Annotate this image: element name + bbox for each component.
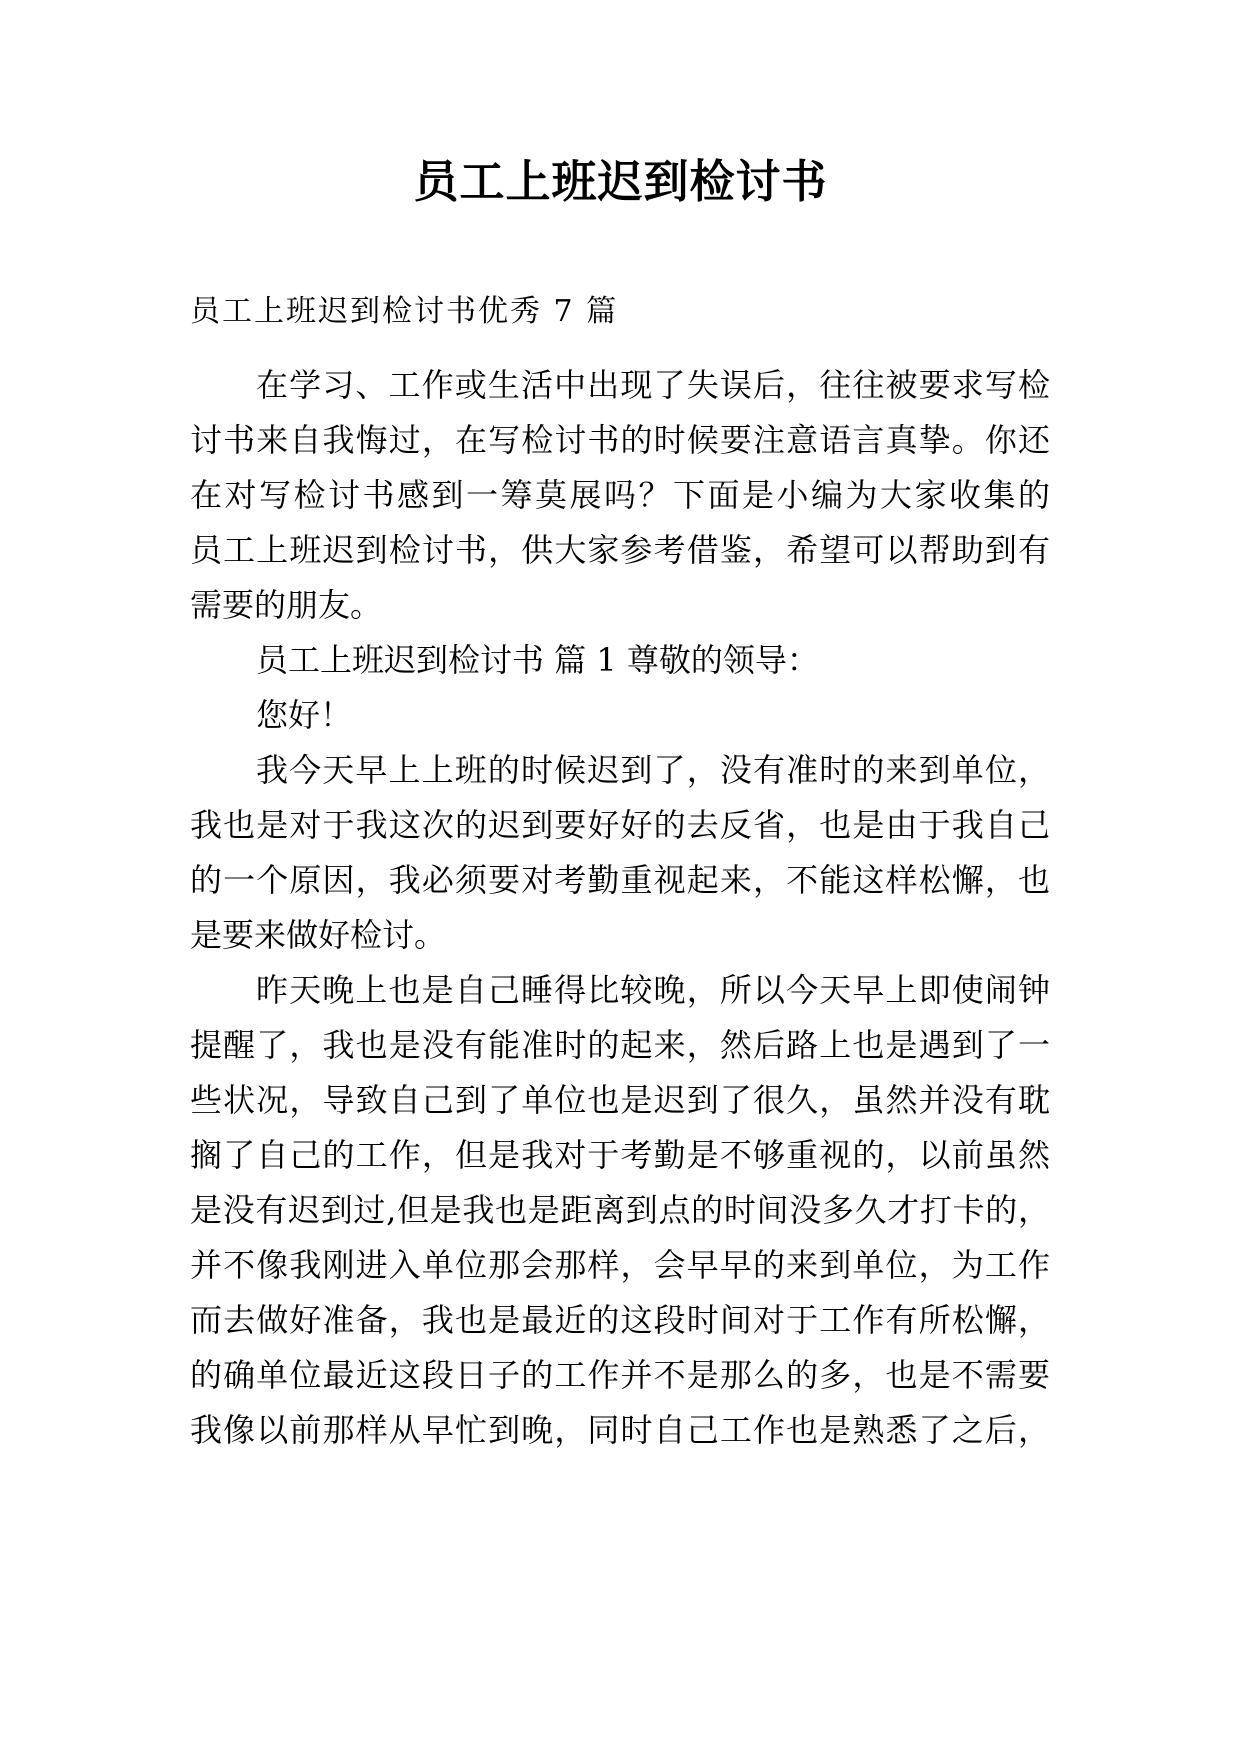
body-line: 的确单位最近这段日子的工作并不是那么的多，也是不需要 [190, 1356, 1050, 1394]
body-line: 在学习、工作或生活中出现了失误后，往往被要求写检 [256, 366, 1050, 404]
body-line: 在对写检讨书感到一筹莫展吗？下面是小编为大家收集的 [190, 476, 1050, 514]
body-line: 需要的朋友。 [190, 586, 383, 624]
section-heading: 员工上班迟到检讨书 篇 1 尊敬的领导： [256, 641, 819, 679]
body-line: 我也是对于我这次的迟到要好好的去反省，也是由于我自己 [190, 806, 1050, 844]
body-line: 而去做好准备，我也是最近的这段时间对于工作有所松懈， [190, 1301, 1050, 1339]
body-line: 并不像我刚进入单位那会那样，会早早的来到单位，为工作 [190, 1246, 1050, 1284]
body-line: 是要来做好检讨。 [190, 916, 447, 954]
body-line: 讨书来自我悔过，在写检讨书的时候要注意语言真挚。你还 [190, 421, 1050, 459]
body-line: 员工上班迟到检讨书，供大家参考借鉴，希望可以帮助到有 [190, 531, 1050, 569]
document-subtitle: 员工上班迟到检讨书优秀 7 篇 [190, 294, 619, 329]
body-line: 昨天晚上也是自己睡得比较晚，所以今天早上即使闹钟 [256, 971, 1050, 1009]
greeting: 您好！ [256, 696, 353, 734]
body-line: 我像以前那样从早忙到晚，同时自己工作也是熟悉了之后， [190, 1411, 1050, 1449]
body-line: 的一个原因，我必须要对考勤重视起来，不能这样松懈，也 [190, 861, 1050, 899]
body-line: 我今天早上上班的时候迟到了，没有准时的来到单位， [256, 751, 1050, 789]
body-line: 是没有迟到过,但是我也是距离到点的时间没多久才打卡的， [190, 1191, 1050, 1229]
body-line: 搁了自己的工作，但是我对于考勤是不够重视的，以前虽然 [190, 1136, 1050, 1174]
body-line: 提醒了，我也是没有能准时的起来，然后路上也是遇到了一 [190, 1026, 1050, 1064]
document-title: 员工上班迟到检讨书 [413, 155, 828, 208]
body-line: 些状况，导致自己到了单位也是迟到了很久，虽然并没有耽 [190, 1081, 1050, 1119]
